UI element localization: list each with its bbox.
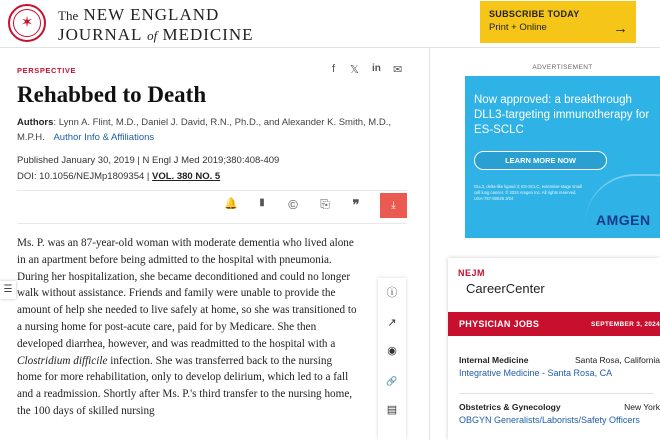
job-location: New York bbox=[624, 402, 660, 412]
nejm-seal-logo[interactable] bbox=[8, 4, 46, 42]
figures-icon[interactable]: ▤ bbox=[386, 404, 398, 416]
career-center-brand-top: NEJM bbox=[458, 268, 486, 278]
info-icon[interactable]: ⓘ bbox=[386, 287, 398, 299]
cite-icon[interactable]: ❞ bbox=[352, 197, 360, 212]
eye-icon[interactable]: ◉ bbox=[387, 345, 397, 357]
job-location: Santa Rosa, California bbox=[574, 355, 660, 365]
pdf-download-button[interactable] bbox=[380, 193, 407, 218]
email-icon[interactable]: ✉ bbox=[393, 64, 403, 76]
volume-link[interactable]: VOL. 380 NO. 5 bbox=[152, 171, 221, 182]
article-side-toolbar bbox=[378, 278, 406, 440]
body-text-italic: Clostridium difficile bbox=[17, 354, 108, 367]
masthead-of: of bbox=[147, 28, 158, 43]
masthead-the: The bbox=[58, 8, 79, 23]
masthead-line1: NEW ENGLAND bbox=[83, 5, 220, 24]
advertisement-label: ADVERTISEMENT bbox=[532, 64, 593, 71]
job-title-link[interactable]: Integrative Medicine - Santa Rosa, CA bbox=[459, 368, 613, 378]
authors-label: Authors bbox=[17, 117, 54, 128]
ad-brand-logo: AMGEN bbox=[596, 212, 651, 228]
toolbar-divider-top bbox=[17, 190, 407, 191]
subscribe-title: SUBSCRIBE TODAY bbox=[489, 9, 580, 19]
masthead-medicine: MEDICINE bbox=[162, 25, 254, 44]
job-title-link[interactable]: OBGYN Generalists/Laborists/Safety Officers bbox=[459, 415, 640, 425]
publication-info: Published January 30, 2019 | N Engl J Med 2019;380:408-409 bbox=[17, 155, 280, 166]
copy-icon[interactable]: ⎘ bbox=[320, 197, 330, 211]
list-icon: ☰ bbox=[3, 284, 13, 295]
body-text-part1: Ms. P. was an 87-year-old woman with moderate dementia who lived alone in an apartment before being admitted to the hospital with pneumonia. During her hospitalization, she became deconditioned and could no longer walk without assistance. Friends and family were unable to provide the amount of help she needed to live safely at home, so she was transitioned to a nursing home for post-acute care, paid for by Medicare. She then developed diarrhea, however, and was readmitted to the hospital with a bbox=[17, 237, 357, 350]
subscribe-subtitle: Print + Online bbox=[489, 22, 547, 33]
authors-list: Lynn A. Flint, M.D., Daniel J. David, R.N., Ph.D., and Alexander K. Smith, M.D., M.P.H. bbox=[17, 117, 391, 143]
job-divider bbox=[459, 393, 654, 394]
article-authors: Authors: Lynn A. Flint, M.D., Daniel J. David, R.N., Ph.D., and Alexander K. Smith, M.D., M.P.H. Author Info & Affiliations bbox=[17, 117, 391, 143]
job-listing bbox=[459, 402, 660, 425]
article-title: Rehabbed to Death bbox=[17, 82, 207, 107]
author-info-link[interactable]: Author Info & Affiliations bbox=[53, 132, 155, 143]
journal-masthead[interactable] bbox=[58, 5, 254, 46]
toolbar-divider-bottom bbox=[17, 223, 407, 224]
link-icon[interactable]: 🔗 bbox=[386, 376, 398, 386]
body-text-part2: infection. She was transferred back to the nursing home for more rehabilitation, only to develop delirium, which led to a fall and a readmission. Shortly after Ms. P.'s third transfer to the nursing home, the 100 days of skilled nursing bbox=[17, 354, 353, 417]
physician-jobs-bar bbox=[448, 312, 660, 336]
ad-headline: Now approved: a breakthrough DLL3-targeting immunotherapy for ES-SCLC bbox=[474, 94, 650, 136]
physician-jobs-date: SEPTEMBER 3, 2024 bbox=[590, 321, 660, 328]
arrow-right-icon: → bbox=[613, 20, 628, 37]
job-specialty: Obstetrics & Gynecology bbox=[459, 402, 561, 412]
career-center-widget bbox=[448, 258, 660, 440]
x-icon[interactable]: 𝕏 bbox=[350, 64, 359, 76]
doi-line bbox=[17, 169, 220, 184]
job-listing bbox=[459, 355, 660, 378]
career-center-logo[interactable]: CareerCenter bbox=[466, 281, 545, 296]
column-divider bbox=[429, 48, 430, 440]
doi-text: DOI: 10.1056/NEJMp1809354 | bbox=[17, 171, 153, 182]
facebook-icon[interactable]: f bbox=[332, 63, 336, 75]
table-of-contents-toggle[interactable] bbox=[0, 281, 16, 299]
site-header bbox=[0, 0, 660, 48]
linkedin-icon[interactable]: in bbox=[372, 63, 381, 74]
pdf-icon: ⤓ bbox=[391, 200, 396, 211]
ad-fine-print: DLL3, delta-like ligand 3; ES-SCLC, extensive-stage small cell lung cancer. © 2024 Amgen Inc. All rights reserved. USA-757-80025 3/24 bbox=[474, 184, 582, 201]
article-section-label[interactable]: PERSPECTIVE bbox=[17, 66, 77, 75]
permissions-icon[interactable]: © bbox=[288, 197, 298, 212]
bell-alert-icon[interactable]: 🔔 bbox=[224, 198, 238, 210]
article-body-paragraph bbox=[17, 235, 357, 420]
bookmark-icon[interactable]: ▮ bbox=[259, 197, 265, 208]
physician-jobs-title: PHYSICIAN JOBS bbox=[459, 319, 540, 329]
ad-learn-more-button[interactable]: LEARN MORE NOW bbox=[474, 151, 607, 170]
subscribe-button[interactable] bbox=[480, 1, 636, 43]
advertisement-banner[interactable] bbox=[465, 76, 660, 238]
job-specialty: Internal Medicine bbox=[459, 355, 529, 365]
masthead-journal: JOURNAL bbox=[58, 25, 142, 44]
metrics-trend-icon[interactable]: ↗ bbox=[387, 317, 397, 329]
